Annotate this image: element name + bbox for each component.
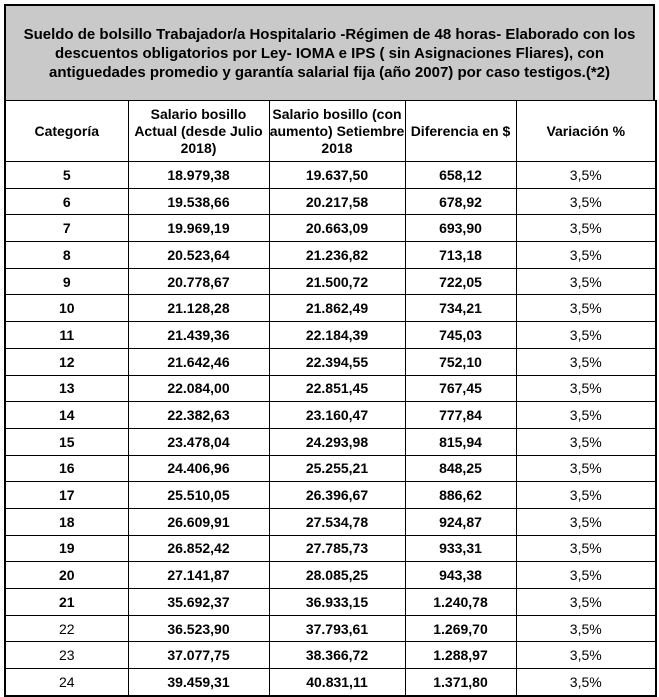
categoria-cell: 19 [5, 535, 128, 562]
salario-actual-cell: 26.609,91 [128, 508, 269, 535]
diferencia-cell: 924,87 [405, 508, 516, 535]
salario-actual-cell: 19.969,19 [128, 215, 269, 242]
salario-actual-cell: 18.979,38 [128, 162, 269, 189]
table-row [5, 375, 656, 402]
diferencia-cell: 933,31 [405, 535, 516, 562]
header-row [5, 101, 656, 162]
salario-aumento-cell: 38.366,72 [269, 642, 405, 669]
diferencia-cell: 1.288,97 [405, 642, 516, 669]
diferencia-cell: 1.269,70 [405, 615, 516, 642]
variacion-cell: 3,5% [516, 215, 656, 242]
table-row [5, 242, 656, 269]
categoria-cell: 15 [5, 428, 128, 455]
diferencia-cell: 734,21 [405, 295, 516, 322]
salario-aumento-cell: 23.160,47 [269, 402, 405, 429]
salario-aumento-cell: 21.862,49 [269, 295, 405, 322]
salario-aumento-cell: 20.217,58 [269, 188, 405, 215]
salario-aumento-cell: 27.785,73 [269, 535, 405, 562]
table-row [5, 508, 656, 535]
categoria-cell: 17 [5, 482, 128, 509]
diferencia-cell: 1.371,80 [405, 669, 516, 696]
salario-actual-cell: 22.382,63 [128, 402, 269, 429]
categoria-cell: 7 [5, 215, 128, 242]
variacion-cell: 3,5% [516, 162, 656, 189]
salario-aumento-cell: 27.534,78 [269, 508, 405, 535]
table-row [5, 642, 656, 669]
variacion-cell: 3,5% [516, 428, 656, 455]
salario-actual-cell: 23.478,04 [128, 428, 269, 455]
table-row [5, 162, 656, 189]
table-row [5, 188, 656, 215]
header-variacion: Variación % [516, 101, 656, 162]
variacion-cell: 3,5% [516, 188, 656, 215]
categoria-cell: 24 [5, 669, 128, 696]
salario-aumento-cell: 37.793,61 [269, 615, 405, 642]
salario-actual-cell: 26.852,42 [128, 535, 269, 562]
salario-actual-cell: 25.510,05 [128, 482, 269, 509]
categoria-cell: 13 [5, 375, 128, 402]
header-categoria: Categoría [5, 101, 128, 162]
variacion-cell: 3,5% [516, 375, 656, 402]
table-row [5, 402, 656, 429]
table-row [5, 615, 656, 642]
categoria-cell: 5 [5, 162, 128, 189]
diferencia-cell: 815,94 [405, 428, 516, 455]
diferencia-cell: 1.240,78 [405, 589, 516, 616]
table-row [5, 562, 656, 589]
table-row [5, 215, 656, 242]
variacion-cell: 3,5% [516, 535, 656, 562]
diferencia-cell: 752,10 [405, 348, 516, 375]
table-body [5, 162, 656, 696]
diferencia-cell: 745,03 [405, 322, 516, 349]
table-row [5, 428, 656, 455]
diferencia-cell: 767,45 [405, 375, 516, 402]
header-diferencia: Diferencia en $ [405, 101, 516, 162]
variacion-cell: 3,5% [516, 402, 656, 429]
salario-aumento-cell: 22.184,39 [269, 322, 405, 349]
categoria-cell: 21 [5, 589, 128, 616]
diferencia-cell: 722,05 [405, 268, 516, 295]
categoria-cell: 22 [5, 615, 128, 642]
variacion-cell: 3,5% [516, 268, 656, 295]
salario-aumento-cell: 26.396,67 [269, 482, 405, 509]
diferencia-cell: 777,84 [405, 402, 516, 429]
categoria-cell: 10 [5, 295, 128, 322]
diferencia-cell: 658,12 [405, 162, 516, 189]
diferencia-cell: 693,90 [405, 215, 516, 242]
diferencia-cell: 678,92 [405, 188, 516, 215]
table-title: Sueldo de bolsillo Trabajador/a Hospitalario -Régimen de 48 horas- Elaborado con los descuentos obligatorios por Ley- IOMA e IPS ( sin Asignaciones Fliares), con antiguedades promedio y garantía salarial fija (año 2007) por caso testigos.(*2) [4, 4, 655, 100]
salary-table [4, 100, 657, 697]
salario-aumento-cell: 25.255,21 [269, 455, 405, 482]
salario-aumento-cell: 22.851,45 [269, 375, 405, 402]
categoria-cell: 8 [5, 242, 128, 269]
table-row [5, 322, 656, 349]
diferencia-cell: 886,62 [405, 482, 516, 509]
salario-aumento-cell: 20.663,09 [269, 215, 405, 242]
table-row [5, 482, 656, 509]
categoria-cell: 9 [5, 268, 128, 295]
salario-aumento-cell: 36.933,15 [269, 589, 405, 616]
salario-aumento-cell: 40.831,11 [269, 669, 405, 696]
variacion-cell: 3,5% [516, 615, 656, 642]
salario-actual-cell: 19.538,66 [128, 188, 269, 215]
variacion-cell: 3,5% [516, 508, 656, 535]
diferencia-cell: 713,18 [405, 242, 516, 269]
variacion-cell: 3,5% [516, 642, 656, 669]
categoria-cell: 18 [5, 508, 128, 535]
salario-actual-cell: 20.523,64 [128, 242, 269, 269]
salario-aumento-cell: 28.085,25 [269, 562, 405, 589]
categoria-cell: 12 [5, 348, 128, 375]
salario-actual-cell: 22.084,00 [128, 375, 269, 402]
table-row [5, 535, 656, 562]
salario-actual-cell: 39.459,31 [128, 669, 269, 696]
variacion-cell: 3,5% [516, 562, 656, 589]
salario-actual-cell: 21.642,46 [128, 348, 269, 375]
variacion-cell: 3,5% [516, 348, 656, 375]
salario-actual-cell: 24.406,96 [128, 455, 269, 482]
variacion-cell: 3,5% [516, 322, 656, 349]
salario-actual-cell: 36.523,90 [128, 615, 269, 642]
variacion-cell: 3,5% [516, 589, 656, 616]
table-row [5, 589, 656, 616]
salario-actual-cell: 35.692,37 [128, 589, 269, 616]
categoria-cell: 6 [5, 188, 128, 215]
variacion-cell: 3,5% [516, 242, 656, 269]
table-row [5, 455, 656, 482]
salario-actual-cell: 20.778,67 [128, 268, 269, 295]
table-row [5, 295, 656, 322]
salario-aumento-cell: 24.293,98 [269, 428, 405, 455]
variacion-cell: 3,5% [516, 669, 656, 696]
categoria-cell: 23 [5, 642, 128, 669]
variacion-cell: 3,5% [516, 455, 656, 482]
salario-aumento-cell: 22.394,55 [269, 348, 405, 375]
variacion-cell: 3,5% [516, 295, 656, 322]
categoria-cell: 20 [5, 562, 128, 589]
header-salario-actual: Salario bosillo Actual (desde Julio 2018) [128, 101, 269, 162]
salary-document [4, 4, 655, 690]
salario-actual-cell: 37.077,75 [128, 642, 269, 669]
table-row [5, 669, 656, 696]
header-salario-aumento: Salario bosillo (con aumento) Setiembre 2018 [269, 101, 405, 162]
table-row [5, 268, 656, 295]
categoria-cell: 11 [5, 322, 128, 349]
salario-actual-cell: 21.128,28 [128, 295, 269, 322]
salario-actual-cell: 21.439,36 [128, 322, 269, 349]
diferencia-cell: 848,25 [405, 455, 516, 482]
salario-aumento-cell: 19.637,50 [269, 162, 405, 189]
salario-aumento-cell: 21.500,72 [269, 268, 405, 295]
variacion-cell: 3,5% [516, 482, 656, 509]
salario-aumento-cell: 21.236,82 [269, 242, 405, 269]
table-row [5, 348, 656, 375]
diferencia-cell: 943,38 [405, 562, 516, 589]
categoria-cell: 14 [5, 402, 128, 429]
categoria-cell: 16 [5, 455, 128, 482]
salario-actual-cell: 27.141,87 [128, 562, 269, 589]
